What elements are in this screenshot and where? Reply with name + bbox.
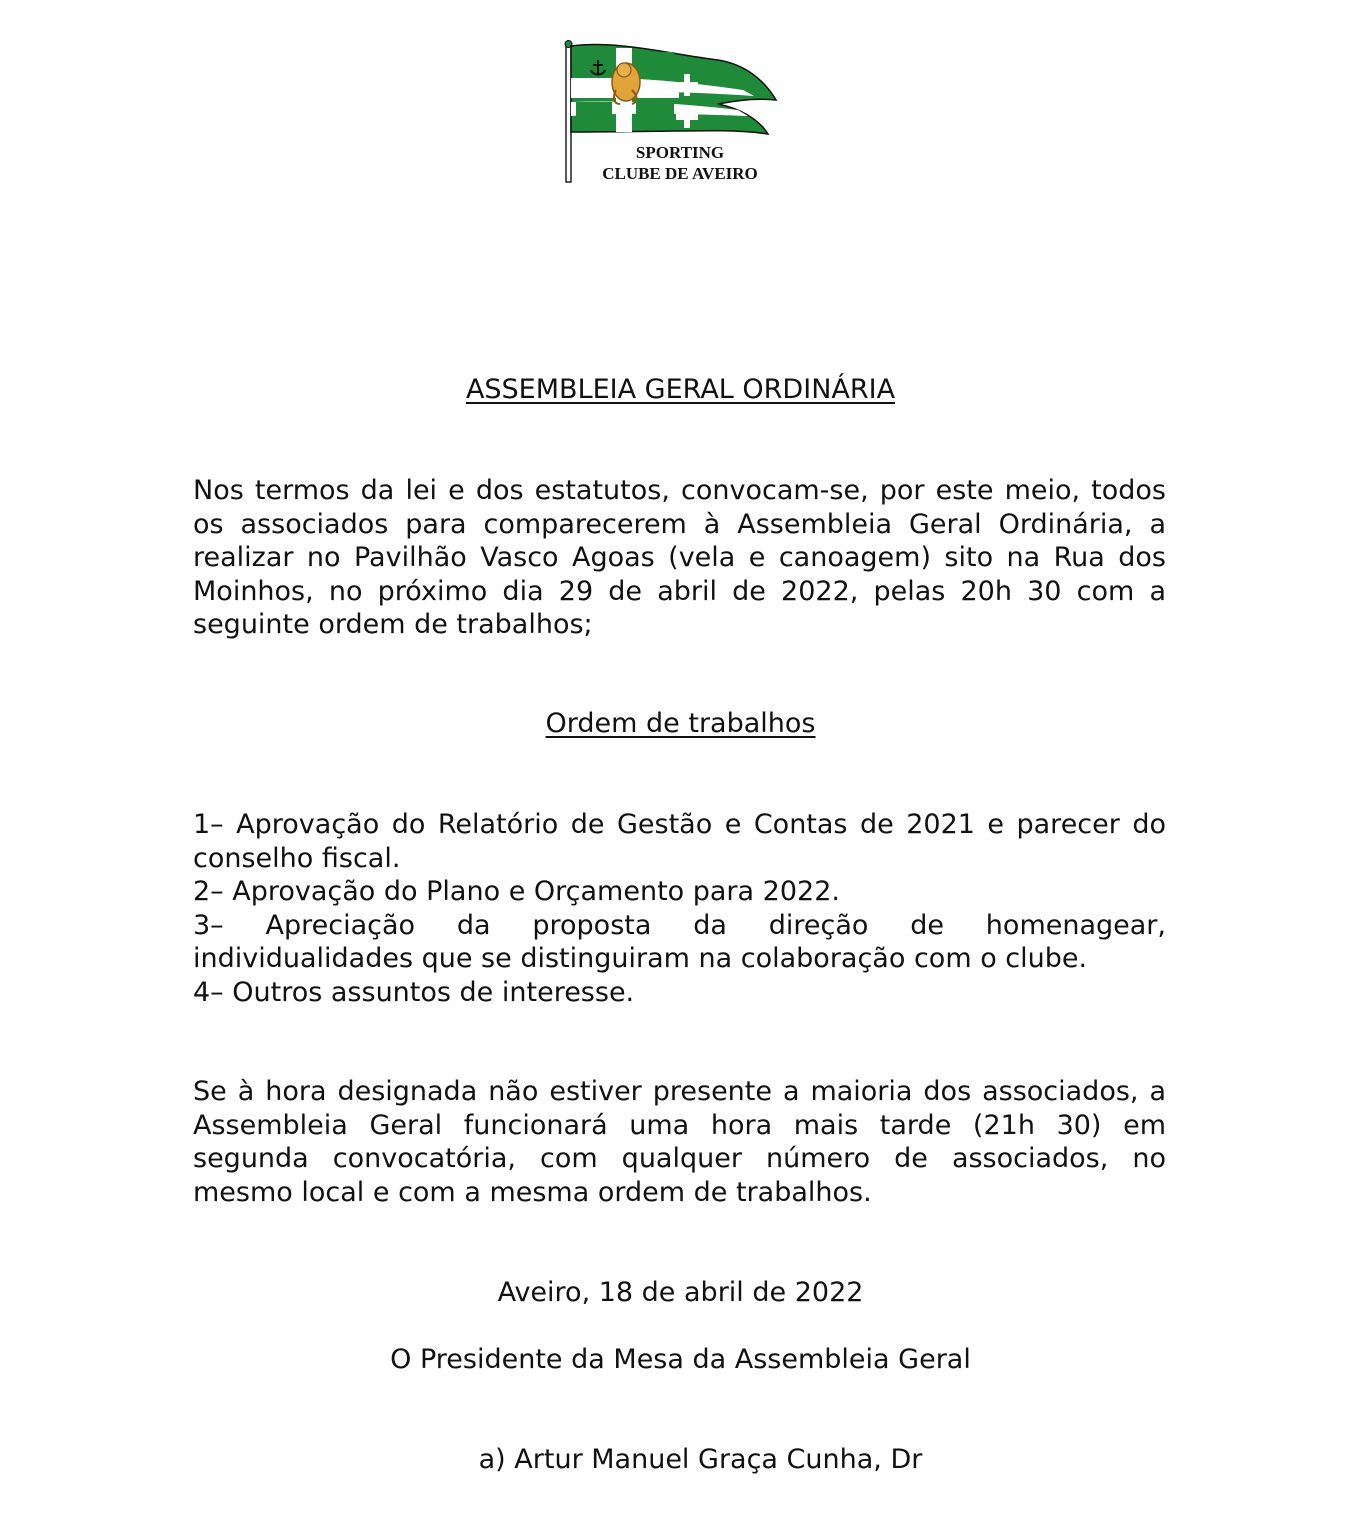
agenda-item: 2– Aprovação do Plano e Orçamento para 2022.: [193, 876, 840, 907]
second-call-paragraph: Se à hora designada não estiver presente a maioria dos associados, a Assembleia Geral funcionará uma hora mais tarde (21h 30) em segunda convocatória, com qualquer número de associados, no mesmo local e com a mesma ordem de trabalhos.: [193, 1076, 1166, 1208]
flag-emblem-icon: [558, 38, 794, 188]
document-title: ASSEMBLEIA GERAL ORDINÁRIA: [465, 374, 896, 405]
club-flag-logo: [558, 38, 794, 188]
agenda-item: 3– Apreciação da proposta da direção de homenagear,: [193, 909, 1166, 941]
agenda-item: 1– Aprovação do Relatório de Gestão e Contas de 2021 e parecer do conselho fiscal.: [193, 809, 1166, 874]
logo-line-1: SPORTING: [635, 143, 725, 162]
agenda-item-continuation: individualidades que se distinguiram na colaboração com o clube.: [193, 943, 1088, 974]
logo-line-2: CLUBE DE AVEIRO: [602, 164, 758, 183]
signatory-role: O Presidente da Mesa da Assembleia Geral: [390, 1344, 971, 1375]
place-date: Aveiro, 18 de abril de 2022: [497, 1277, 864, 1308]
agenda-title: Ordem de trabalhos: [545, 708, 816, 739]
signatory-name: a) Artur Manuel Graça Cunha, Dr: [478, 1444, 923, 1475]
agenda-list: [193, 808, 1166, 1009]
intro-paragraph: Nos termos da lei e dos estatutos, convocam-se, por este meio, todos os associados para comparecerem à Assembleia Geral Ordinária, a realizar no Pavilhão Vasco Agoas (vela e canoagem) sito na Rua dos Moinhos, no próximo dia 29 de abril de 2022, pelas 20h 30 com a seguinte ordem de trabalhos;: [193, 475, 1166, 640]
agenda-item: 4– Outros assuntos de interesse.: [193, 976, 635, 1008]
